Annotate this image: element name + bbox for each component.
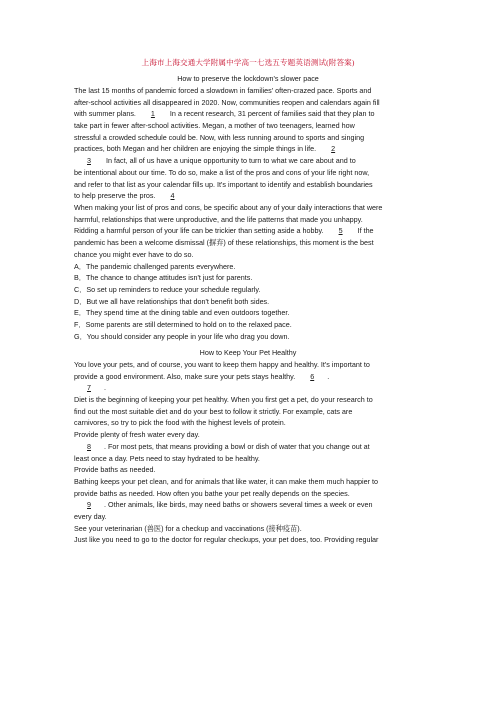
text-span: Ridding a harmful person of your life can be trickier than setting aside a hobby. — [74, 226, 326, 236]
text-span: practices, both Megan and her children are enjoying the simple things in life. — [74, 144, 319, 154]
passage-2-line: find out the most suitable diet and do your best to follow it strictly. For example, cats are — [74, 406, 353, 416]
passage-1-line — [74, 155, 426, 167]
passage-2-line — [74, 382, 426, 394]
text-span: . — [104, 383, 106, 393]
text-span: In fact, all of us have a unique opportunity to turn to what we care about and to — [104, 156, 356, 166]
passage-1-line: be intentional about our time. To do so, make a list of the pros and cons of your life right now, — [74, 167, 370, 177]
answer-blank-9: 9 — [87, 500, 91, 510]
passage-1-line: take part in fewer after-school activities. Megan, a mother of two teenagers, learned how — [74, 121, 355, 131]
answer-blank-4: 4 — [170, 191, 175, 201]
passage-2-line: Provide baths as needed. — [74, 465, 156, 475]
passage-2-line: carnivores, so try to pick the food with the highest levels of protein. — [74, 418, 286, 428]
passage-2-line — [74, 441, 426, 453]
document-title: 上海市上海交通大学附属中学高一七选五专题英语测试(附答案) — [141, 58, 355, 67]
passage-1-line: after-school activities all disappeared in 2020. Now, communities reopen and calendars again fill — [74, 97, 380, 107]
passage-2-line — [74, 371, 426, 383]
passage-2-line: provide baths as needed. How often you bathe your pet really depends on the species. — [74, 488, 350, 498]
passage-1-line: pandemic has been a welcome dismissal (摒弃) of these relationships, this moment is the best — [74, 237, 374, 247]
passage-2-line: See your veterinarian (兽医) for a checkup and vaccinations (接种疫苗). — [74, 523, 302, 533]
answer-option: D．But we all have relationships that don't benefit both sides. — [74, 296, 270, 306]
answer-blank-1: 1 — [150, 109, 155, 119]
answer-option: C．So set up reminders to reduce your schedule regularly. — [74, 284, 261, 294]
text-span: In a recent research, 31 percent of families said that they plan to — [167, 109, 375, 119]
passage-2-title: How to Keep Your Pet Healthy — [199, 348, 297, 357]
text-span: . — [327, 371, 330, 381]
text-span: . For most pets, that means providing a bowl or dish of water that you change out at — [104, 441, 370, 451]
passage-1-line: stressful a crowded schedule could be. Now, with less running around to sports and singing — [74, 132, 365, 142]
passage-1-line: The last 15 months of pandemic forced a slowdown in families' often-crazed pace. Sports and — [74, 86, 372, 95]
passage-1-body — [74, 85, 426, 260]
answer-option: B．The chance to change attitudes isn't just for parents. — [74, 273, 253, 283]
passage-1-options — [74, 261, 426, 343]
passage-1-line: harmful, relationships that were unproductive, and the life patterns that made you unhappy. — [74, 214, 363, 224]
text-span: to help preserve the pros. — [74, 191, 158, 201]
answer-blank-3: 3 — [87, 156, 91, 166]
passage-2-line: Just like you need to go to the doctor for regular checkups, your pet does, too. Providing regular — [74, 535, 379, 545]
answer-option: G．You should consider any people in your life who drag you down. — [74, 331, 290, 341]
answer-option: F．Some parents are still determined to hold on to the relaxed pace. — [74, 319, 292, 329]
passage-1-line: chance you might ever have to do so. — [74, 249, 194, 259]
passage-2-line: Bathing keeps your pet clean, and for animals that like water, it can make them much happier to — [74, 476, 379, 486]
passage-1-line: When making your list of pros and cons, be specific about any of your daily interactions that were — [74, 202, 383, 212]
passage-2-line: Diet is the beginning of keeping your pet healthy. When you first get a pet, do your research to — [74, 395, 373, 405]
text-span: with summer plans. — [74, 109, 138, 119]
passage-1-line — [74, 108, 426, 120]
answer-option: E．They spend time at the dining table and even outdoors together. — [74, 308, 290, 318]
answer-blank-6: 6 — [310, 371, 315, 381]
answer-blank-7: 7 — [87, 383, 91, 393]
passage-2-line: Provide plenty of fresh water every day. — [74, 430, 200, 440]
passage-2-line: You love your pets, and of course, you want to keep them happy and healthy. It's important to — [74, 360, 370, 369]
text-span: If the — [355, 226, 374, 236]
passage-1-line — [74, 143, 426, 155]
answer-blank-5: 5 — [338, 226, 343, 236]
passage-1-line — [74, 190, 426, 202]
passage-1-line: and refer to that list as your calendar fills up. It's important to identify and establish boundaries — [74, 179, 373, 189]
answer-blank-8: 8 — [87, 441, 91, 451]
text-span: provide a good environment. Also, make sure your pets stays healthy. — [74, 371, 298, 381]
passage-2-line — [74, 499, 426, 511]
text-span: . Other animals, like birds, may need baths or showers several times a week or even — [104, 500, 373, 510]
answer-blank-2: 2 — [331, 144, 336, 154]
answer-option: A．The pandemic challenged parents everywhere. — [74, 261, 236, 271]
passage-2-body — [74, 359, 426, 546]
passage-1-title: How to preserve the lockdown's slower pace — [177, 74, 319, 83]
passage-1-line — [74, 225, 426, 237]
passage-2-line: every day. — [74, 511, 107, 521]
passage-2-line: least once a day. Pets need to stay hydrated to be healthy. — [74, 453, 260, 463]
